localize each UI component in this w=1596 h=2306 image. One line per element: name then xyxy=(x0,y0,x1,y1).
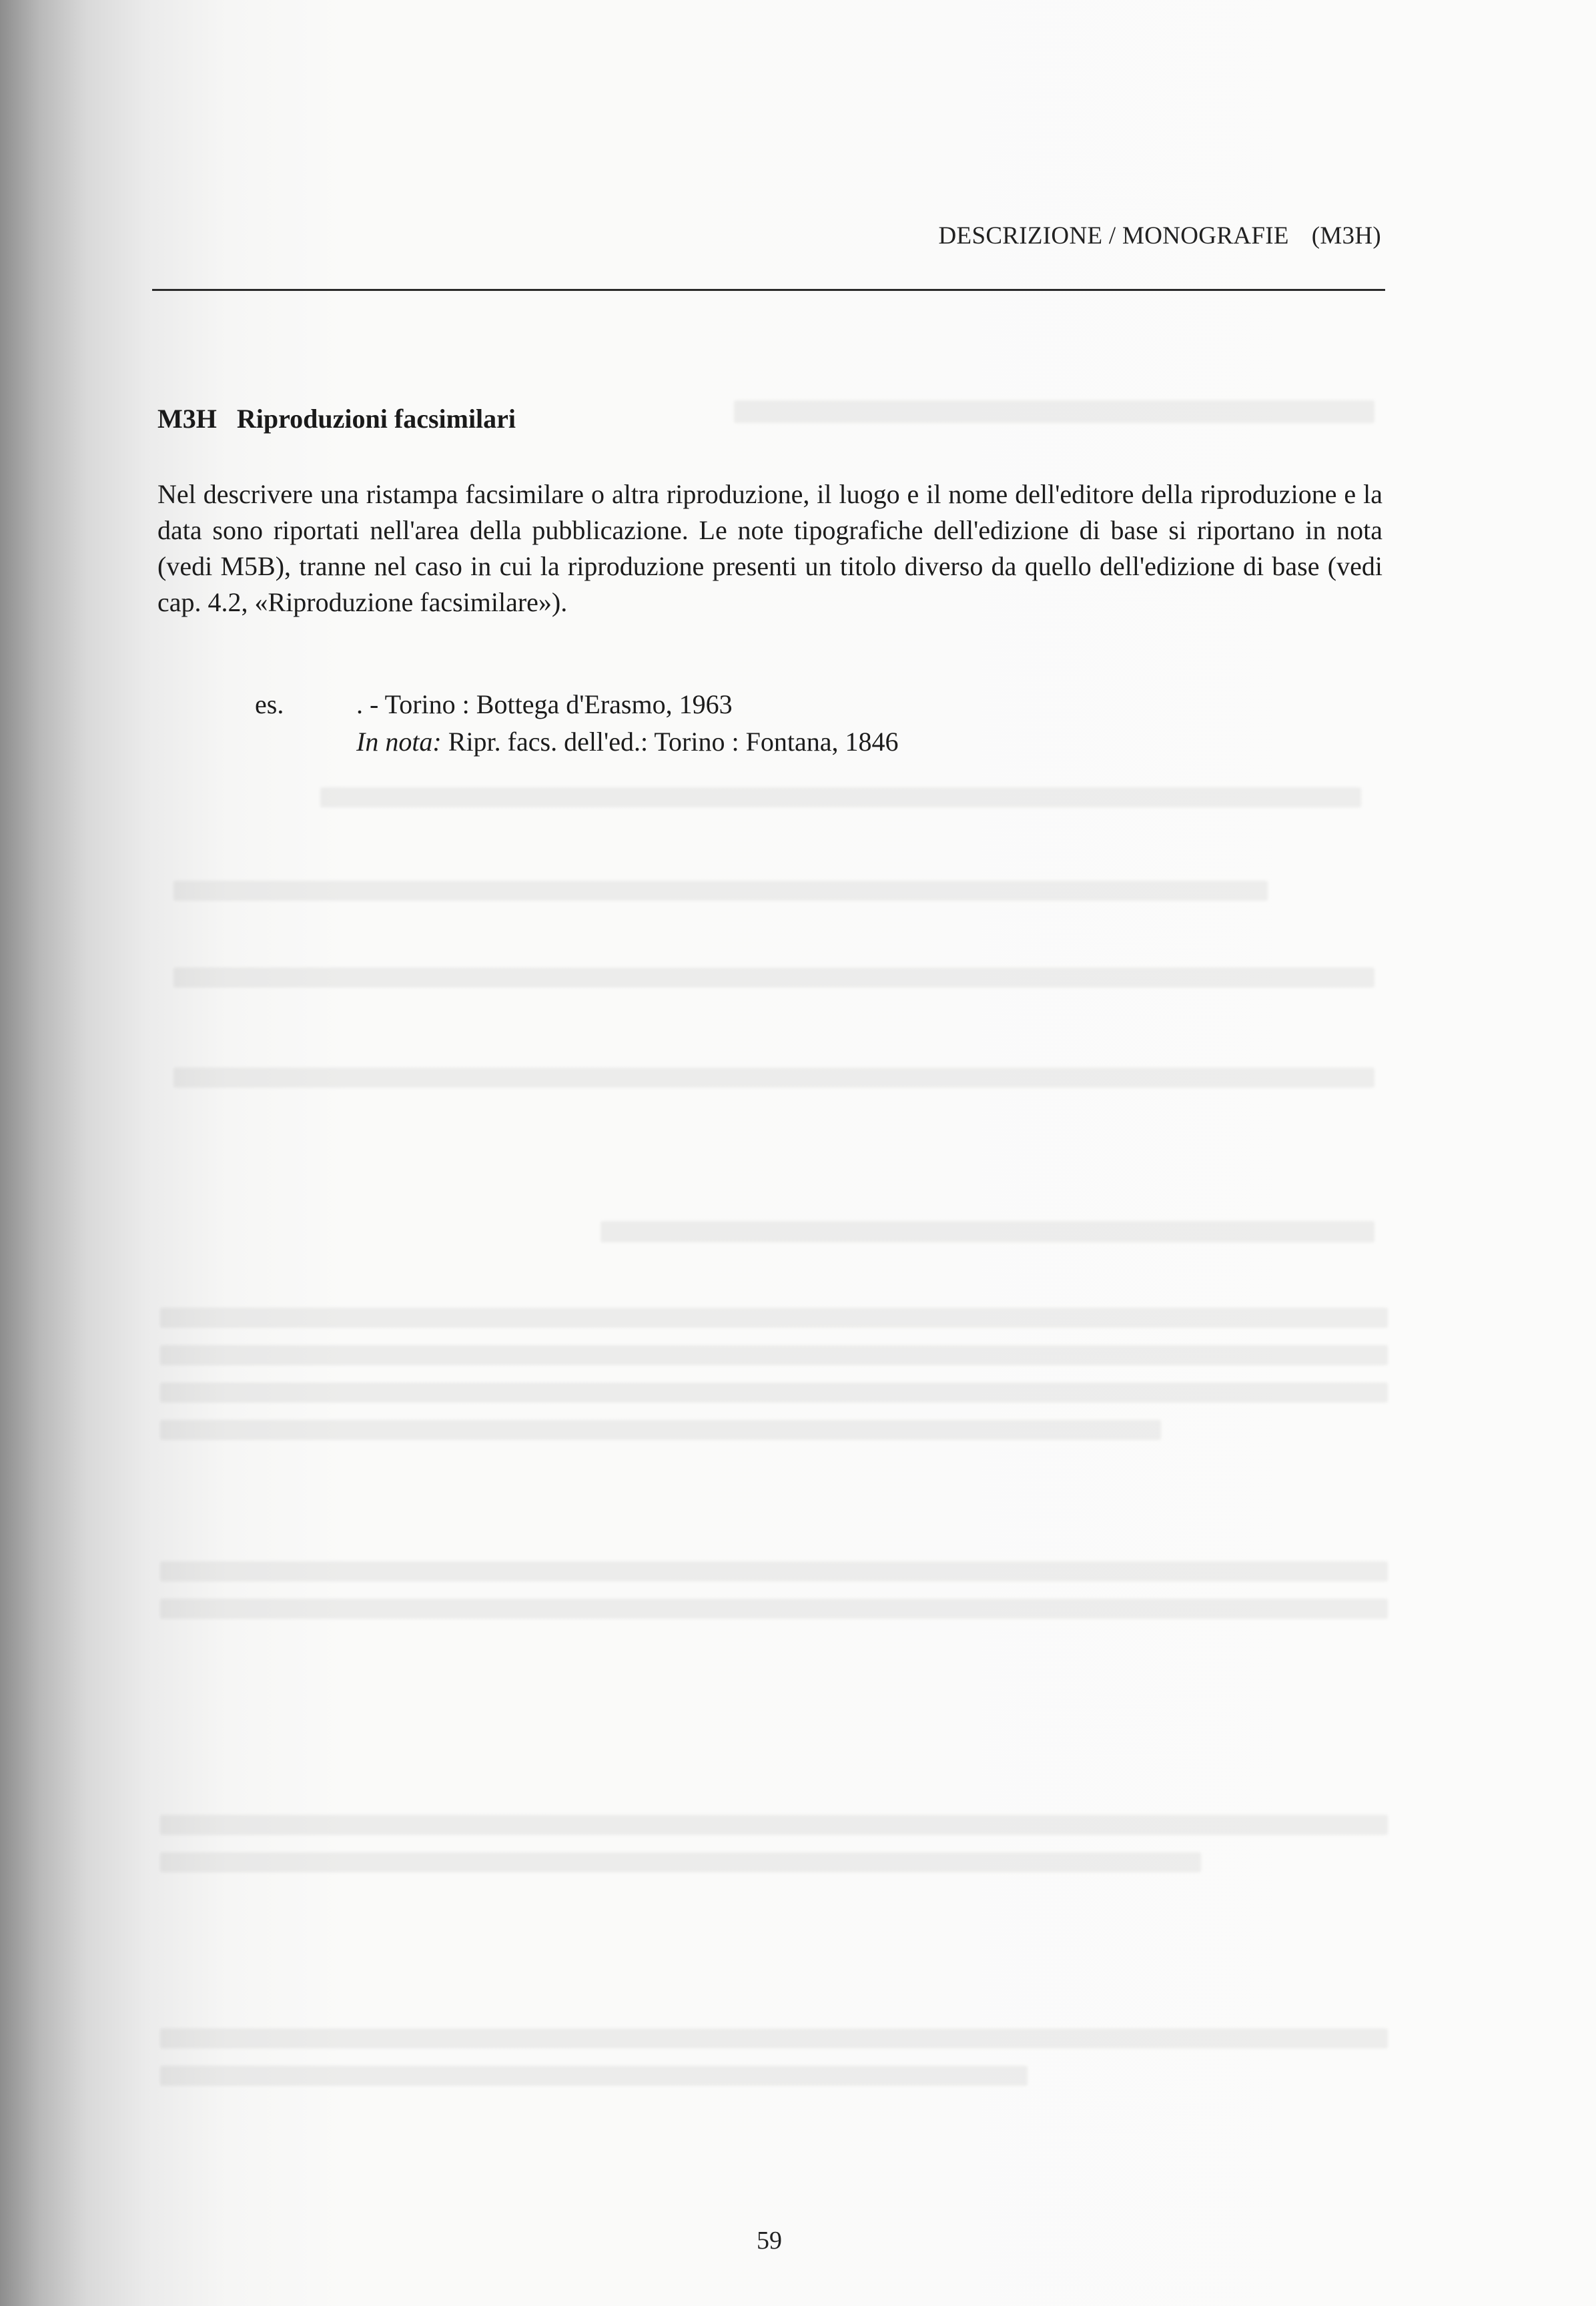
section-code: M3H xyxy=(157,404,217,434)
note-label: In nota: xyxy=(356,727,442,757)
note-text: Ripr. facs. dell'ed.: Torino : Fontana, 1846 xyxy=(441,727,899,757)
example-lines xyxy=(356,686,898,761)
header-rule xyxy=(152,289,1385,291)
example-label: es. xyxy=(255,689,284,719)
section-heading xyxy=(157,403,516,434)
body-paragraph: Nel descrivere una ristampa facsimilare o altra riproduzione, il luogo e il nome dell'editore della riproduzione e la data sono riportati nell'area della pubblicazione. Le note tipografiche dell'edizione di base si riportano in nota (vedi M5B), tranne nel caso in cui la riproduzione presenti un titolo diverso da quello dell'edizione di base (vedi cap. 4.2, «Riproduzione facsimilare»). xyxy=(157,479,1382,617)
running-head xyxy=(939,222,1381,250)
page-number: 59 xyxy=(757,2227,782,2255)
example-note-line xyxy=(356,723,898,761)
running-head-code: (M3H) xyxy=(1311,222,1381,250)
example-line: . - Torino : Bottega d'Erasmo, 1963 xyxy=(356,689,733,719)
section-title: Riproduzioni facsimilari xyxy=(236,404,516,434)
running-head-title: DESCRIZIONE / MONOGRAFIE xyxy=(938,222,1289,250)
